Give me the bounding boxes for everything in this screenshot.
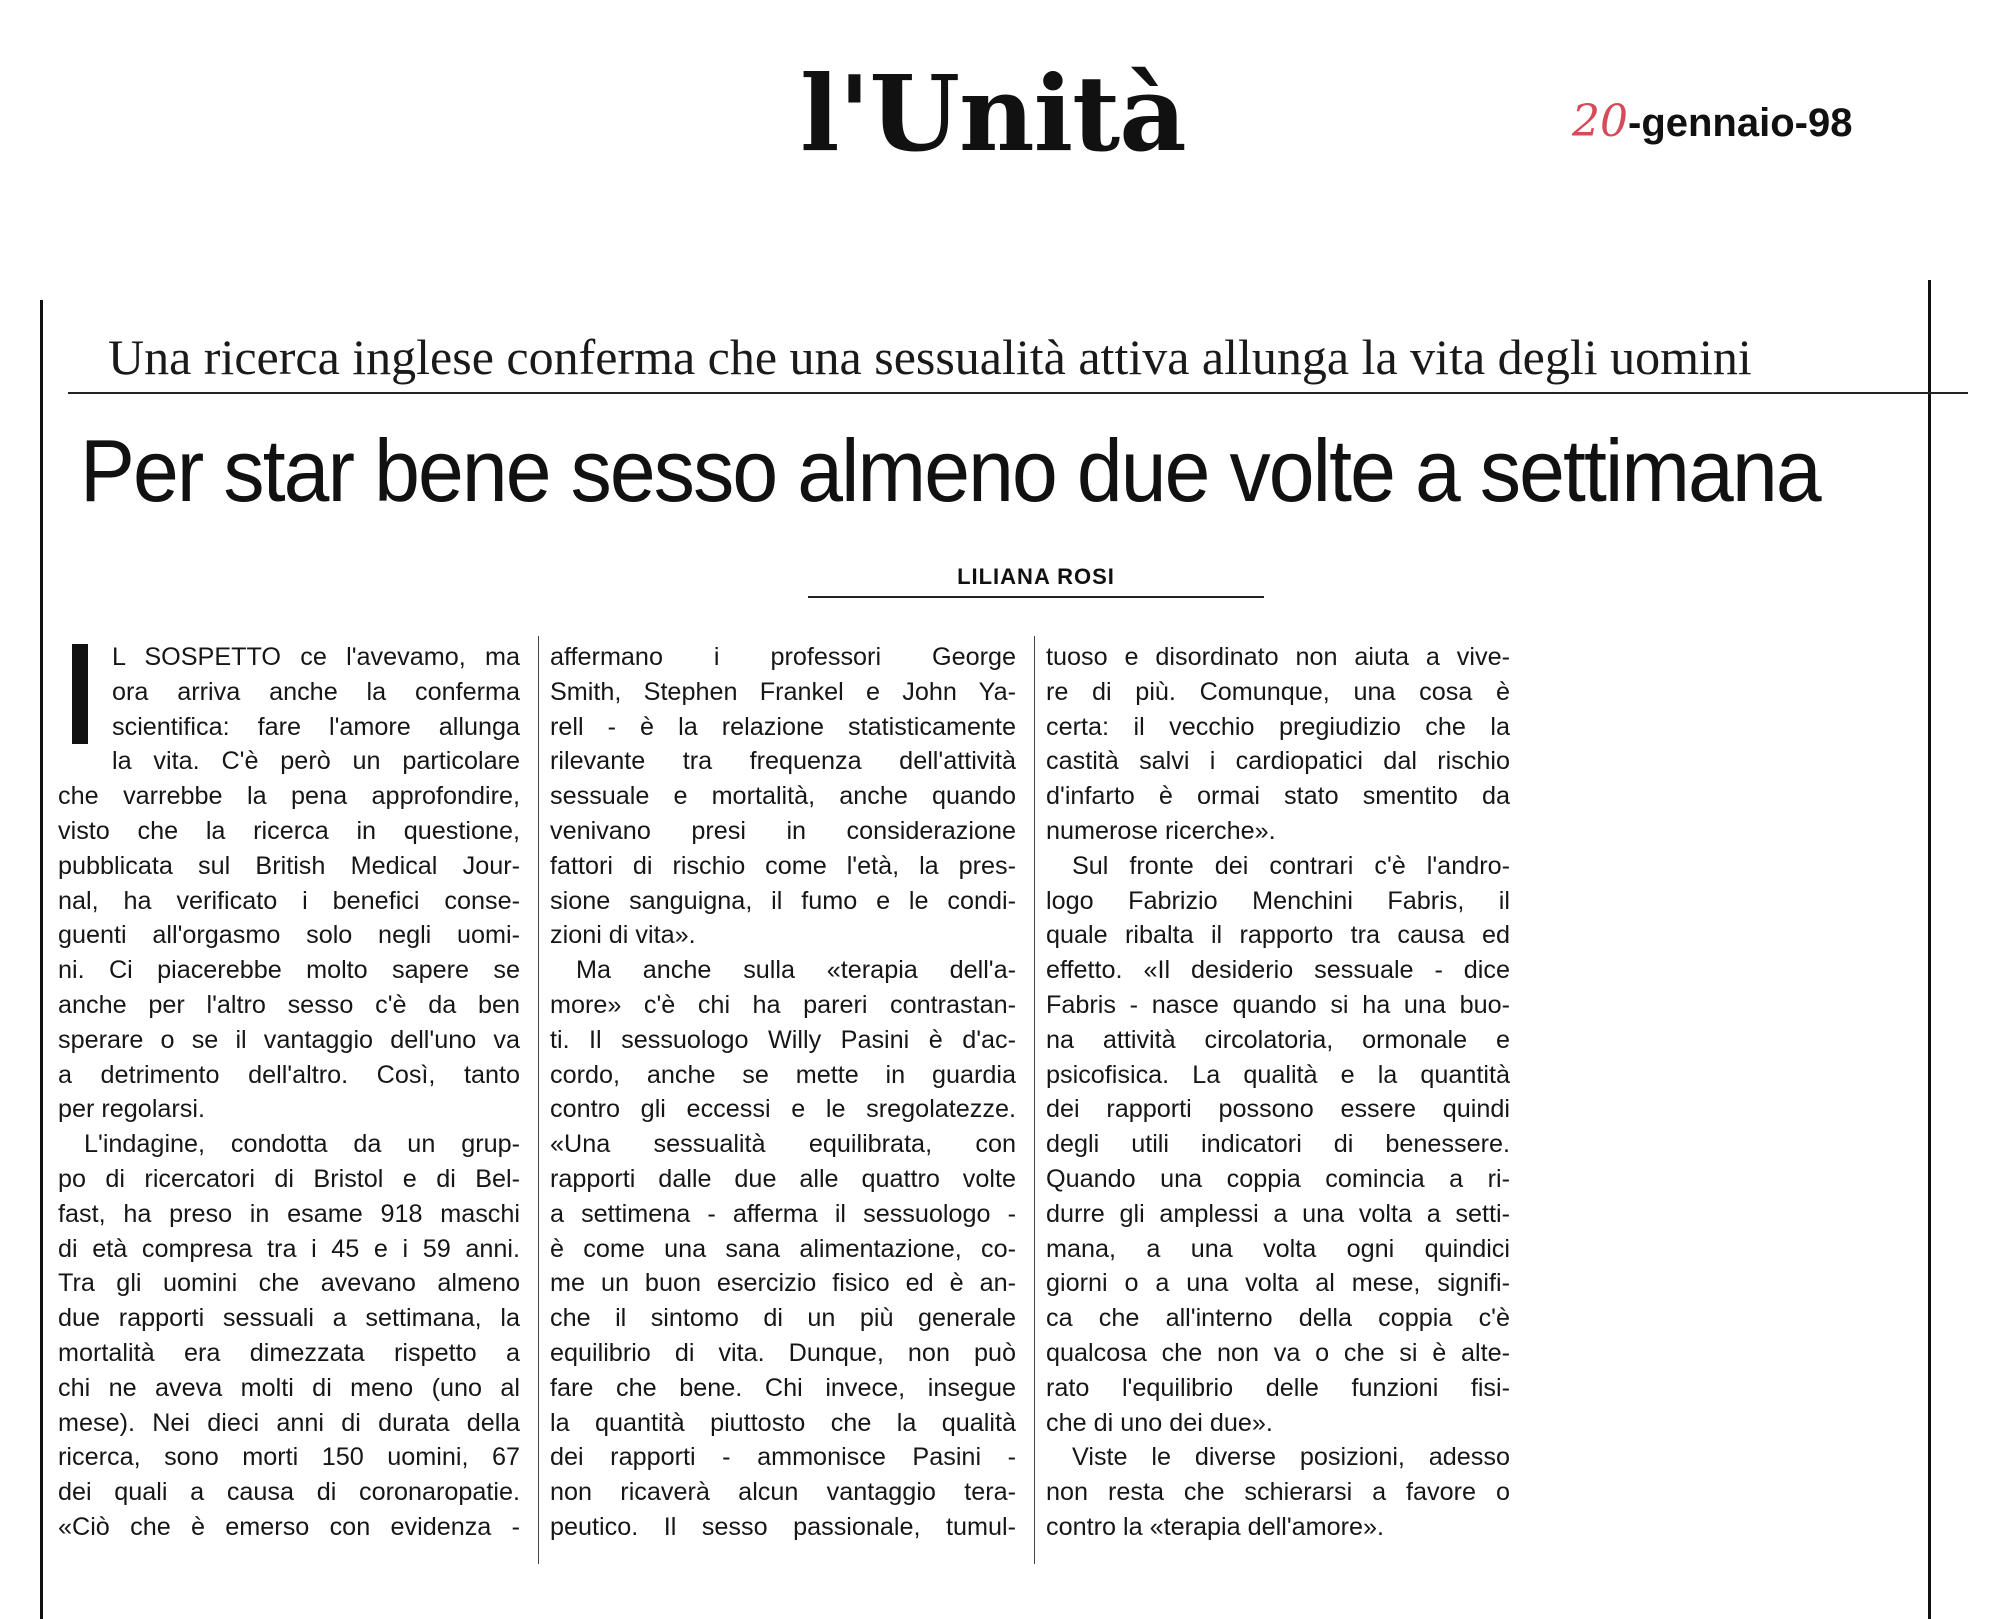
text-line: rilevante tra frequenza dell'attività (550, 747, 1016, 776)
text-line: scientifica: fare l'amore allunga (112, 712, 520, 741)
text-line: la quantità piuttosto che la qualità (550, 1408, 1016, 1437)
text-line: sione sanguigna, il fumo e le condi- (550, 886, 1016, 915)
text-line: logo Fabrizio Menchini Fabris, il (1046, 886, 1510, 915)
date-month-year: -gennaio-98 (1628, 101, 1853, 145)
article-frame-left-rule (40, 300, 43, 1619)
text-line: a detrimento dell'altro. Così, tanto (58, 1060, 520, 1089)
text-line: quale ribalta il rapporto tra causa ed (1046, 921, 1510, 950)
text-line: qualcosa che non va o che si è alte- (1046, 1338, 1510, 1367)
text-line: fare che bene. Chi invece, insegue (550, 1373, 1016, 1402)
text-line: certa: il vecchio pregiudizio che la (1046, 712, 1510, 741)
text-line: non ricaverà alcun vantaggio tera- (550, 1478, 1016, 1507)
text-line: guenti all'orgasmo solo negli uomi- (58, 921, 520, 950)
text-line: L SOSPETTO ce l'avevamo, ma (112, 643, 520, 671)
text-line: dei quali a causa di coronaropatie. (58, 1478, 520, 1507)
article-column-2 (550, 640, 1016, 1545)
text-line: non resta che schierarsi a favore o (1046, 1478, 1510, 1507)
text-line: d'infarto è ormai stato smentito da (1046, 782, 1510, 811)
text-line: tuoso e disordinato non aiuta a vive- (1046, 643, 1510, 671)
text-line: visto che la ricerca in questione, (58, 816, 520, 845)
text-line: mana, a una volta ogni quindici (1046, 1234, 1510, 1263)
text-line: anche per l'altro sesso c'è da ben (58, 990, 520, 1019)
text-line: Quando una coppia comincia a ri- (1046, 1164, 1510, 1193)
text-line: «Una sessualità equilibrata, con (550, 1130, 1016, 1159)
column-separator (1034, 636, 1035, 1564)
text-line: Sul fronte dei contrari c'è l'andro- (1072, 851, 1510, 880)
text-line: fast, ha preso in esame 918 maschi (58, 1199, 520, 1228)
text-line: rapporti dalle due alle quattro volte (550, 1164, 1016, 1193)
text-line: effetto. «Il desiderio sessuale - dice (1046, 956, 1510, 985)
text-line: Viste le diverse posizioni, adesso (1072, 1443, 1510, 1472)
text-line: affermano i professori George (550, 643, 1016, 671)
text-line: due rapporti sessuali a settimana, la (58, 1304, 520, 1333)
text-line: degli utili indicatori di benessere. (1046, 1130, 1510, 1159)
text-line: castità salvi i cardiopatici dal rischio (1046, 747, 1510, 776)
article-kicker: Una ricerca inglese conferma che una sessualità attiva allunga la vita degli uomini (108, 329, 1752, 385)
text-line: ca che all'interno della coppia c'è (1046, 1304, 1510, 1333)
text-line: Fabris - nasce quando si ha una buo- (1046, 990, 1510, 1019)
article-headline: Per star bene sesso almeno due volte a settimana (80, 421, 1820, 520)
text-line: na attività circolatoria, ormonale e (1046, 1025, 1510, 1054)
text-line: ni. Ci piacerebbe molto sapere se (58, 956, 520, 985)
byline-underline (808, 596, 1264, 598)
text-line: equilibrio di vita. Dunque, non può (550, 1338, 1016, 1367)
text-line: ora arriva anche la conferma (112, 677, 520, 706)
text-line: mortalità era dimezzata rispetto a (58, 1338, 520, 1367)
text-line: nal, ha verificato i benefici conse- (58, 886, 520, 915)
text-line: sperare o se il vantaggio dell'uno va (58, 1025, 520, 1054)
text-line: numerose ricerche». (1046, 816, 1276, 845)
text-line: mese). Nei dieci anni di durata della (58, 1408, 520, 1437)
text-line: Ma anche sulla «terapia dell'a- (576, 956, 1016, 985)
article-byline: LILIANA ROSI (957, 564, 1115, 589)
text-line: dei rapporti possono essere quindi (1046, 1095, 1510, 1124)
text-line: che il sintomo di un più generale (550, 1304, 1016, 1333)
text-line: po di ricercatori di Bristol e di Bel- (58, 1164, 520, 1193)
text-line: per regolarsi. (58, 1095, 205, 1124)
text-line: me un buon esercizio fisico ed è an- (550, 1269, 1016, 1298)
text-line: zioni di vita». (550, 921, 696, 950)
text-line: fattori di rischio come l'età, la pres- (550, 851, 1016, 880)
text-line: Tra gli uomini che avevano almeno (58, 1269, 520, 1298)
text-line: peutico. Il sesso passionale, tumul- (550, 1512, 1016, 1541)
text-line: rato l'equilibrio delle funzioni fisi- (1046, 1373, 1510, 1402)
text-line: contro la «terapia dell'amore». (1046, 1512, 1385, 1541)
text-line: «Ciò che è emerso con evidenza - (58, 1512, 520, 1541)
text-line: L'indagine, condotta da un grup- (84, 1130, 520, 1159)
article-column-3 (1046, 640, 1510, 1545)
text-line: giorni o a una volta al mese, signifi- (1046, 1269, 1510, 1298)
article-column-1 (58, 640, 520, 1545)
date-day-handwritten: 20 (1572, 96, 1628, 147)
text-line: rell - è la relazione statisticamente (550, 712, 1016, 741)
text-line: la vita. C'è però un particolare (112, 747, 520, 776)
article-frame-right-rule (1928, 280, 1931, 1619)
text-line: re di più. Comunque, una cosa è (1046, 677, 1510, 706)
column-separator (538, 636, 539, 1564)
issue-date (1572, 96, 1853, 147)
text-line: dei rapporti - ammonisce Pasini - (550, 1443, 1016, 1472)
newspaper-masthead: l'Unità (800, 52, 1186, 175)
text-line: durre gli amplessi a una volta a setti- (1046, 1199, 1510, 1228)
text-line: a settimena - afferma il sessuologo - (550, 1199, 1016, 1228)
text-line: ricerca, sono morti 150 uomini, 67 (58, 1443, 520, 1472)
text-line: di età compresa tra i 45 e i 59 anni. (58, 1234, 520, 1263)
text-line: venivano presi in considerazione (550, 816, 1016, 845)
text-line: psicofisica. La qualità e la quantità (1046, 1060, 1510, 1089)
text-line: che di uno dei due». (1046, 1408, 1273, 1437)
text-line: contro gli eccessi e le sregolatezze. (550, 1095, 1016, 1124)
text-line: Smith, Stephen Frankel e John Ya- (550, 677, 1016, 706)
text-line: cordo, anche se mette in guardia (550, 1060, 1016, 1089)
text-line: sessuale e mortalità, anche quando (550, 782, 1016, 811)
kicker-underline (68, 392, 1968, 394)
text-line: pubblicata sul British Medical Jour- (58, 851, 520, 880)
text-line: è come una sana alimentazione, co- (550, 1234, 1016, 1263)
text-line: chi ne aveva molti di meno (uno al (58, 1373, 520, 1402)
text-line: che varrebbe la pena approfondire, (58, 782, 520, 811)
text-line: ti. Il sessuologo Willy Pasini è d'ac- (550, 1025, 1016, 1054)
text-line: more» c'è chi ha pareri contrastan- (550, 990, 1016, 1019)
